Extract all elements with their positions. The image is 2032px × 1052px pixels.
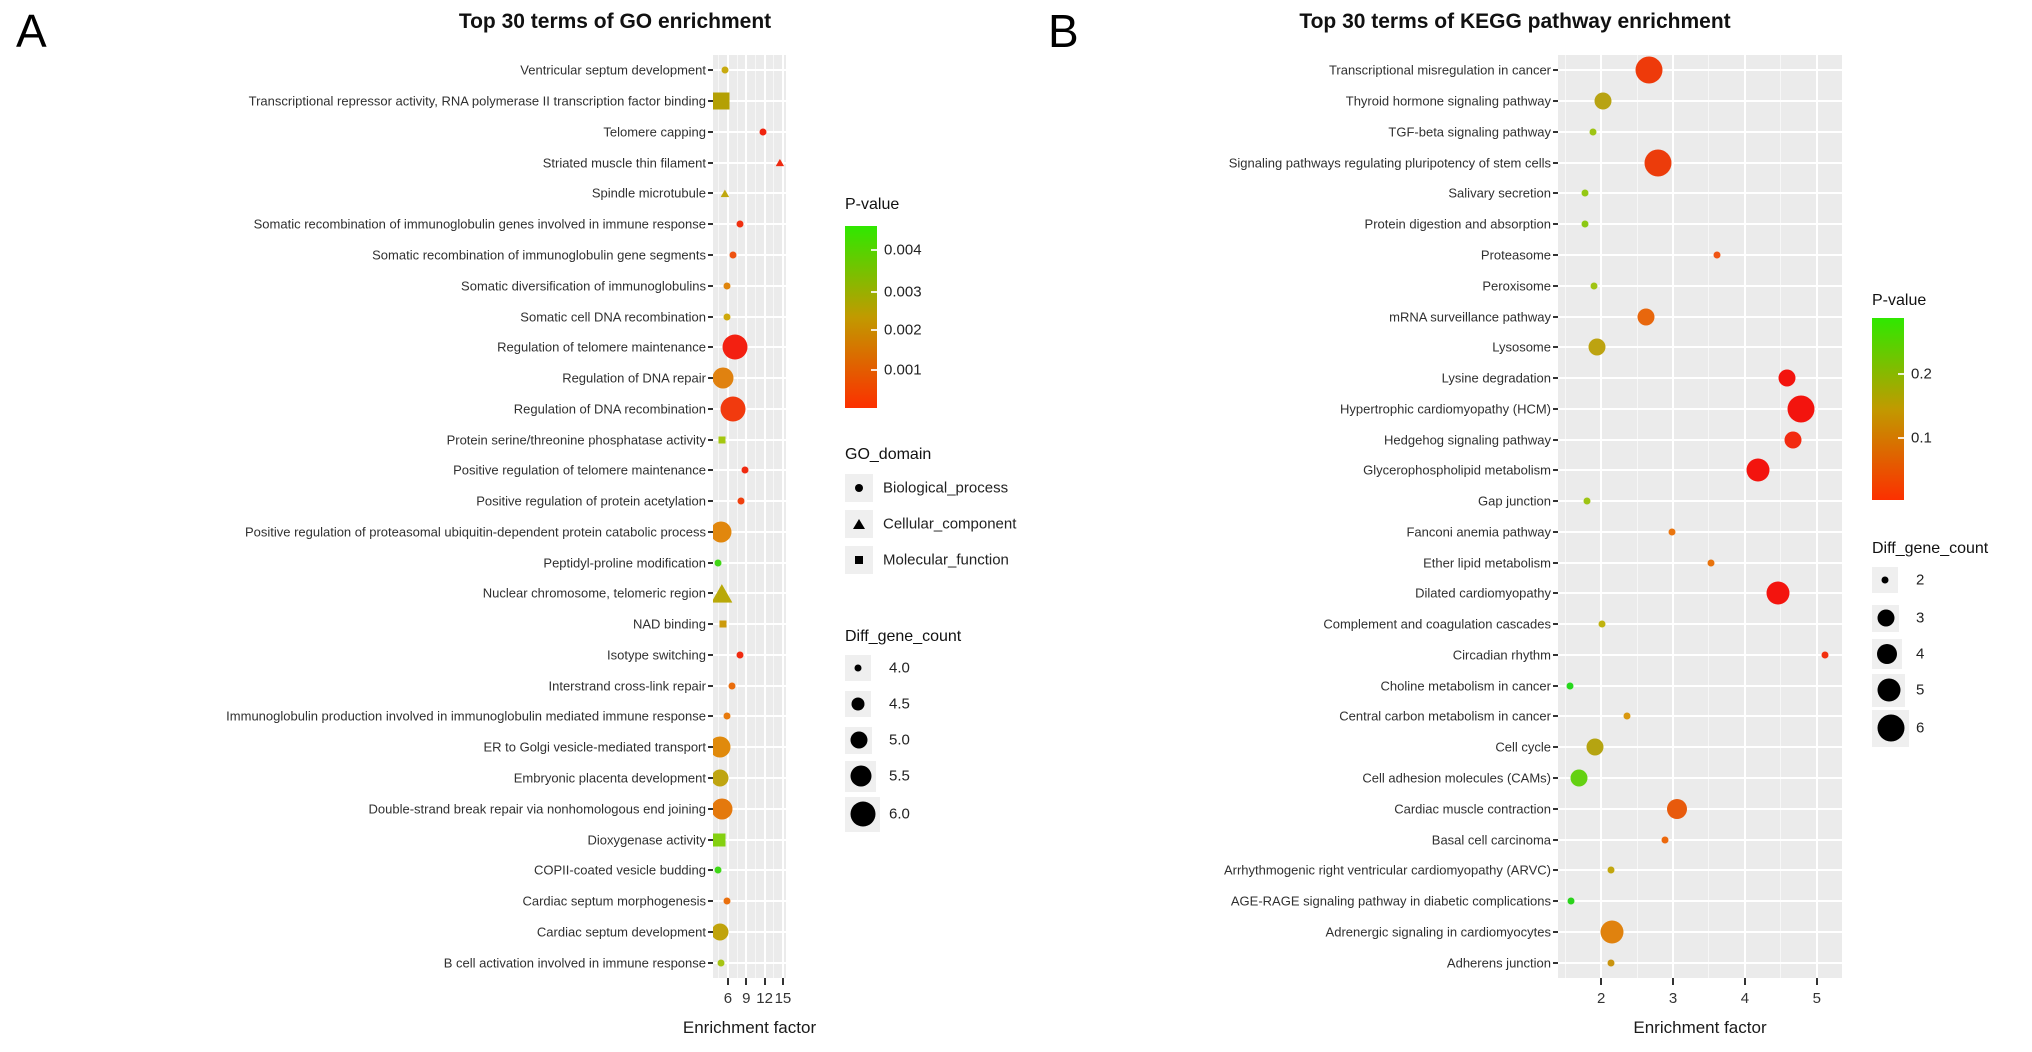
x-axis-tick-label: 9 — [742, 990, 751, 1007]
row-gridline — [1558, 839, 1842, 841]
size-legend-title: Diff_gene_count — [845, 628, 962, 645]
row-gridline — [1558, 777, 1842, 779]
y-axis-tick — [708, 869, 713, 871]
y-axis-label: Hedgehog signaling pathway — [1384, 432, 1551, 448]
circle-shape-key — [855, 484, 863, 492]
x-axis-title: Enrichment factor — [682, 1018, 817, 1037]
data-point — [1644, 149, 1671, 176]
pvalue-gradient-tick — [871, 291, 877, 293]
data-point — [713, 368, 734, 389]
data-point — [723, 313, 730, 320]
y-axis-label: Cardiac septum development — [536, 924, 706, 940]
row-gridline — [1558, 223, 1842, 225]
size-key-dot — [1877, 679, 1900, 702]
y-axis-tick — [708, 316, 713, 318]
data-point — [1600, 920, 1623, 943]
y-axis-label: Dilated cardiomyopathy — [1415, 585, 1551, 601]
pvalue-gradient-tick — [1898, 437, 1904, 439]
domain-legend-title: GO_domain — [845, 446, 932, 463]
data-point — [715, 867, 722, 874]
domain-key-label: Biological_process — [883, 479, 1009, 497]
x-axis-tick-label: 6 — [723, 990, 733, 1007]
data-point — [738, 498, 745, 505]
pvalue-tick-label: 0.004 — [884, 241, 922, 259]
y-axis-tick — [708, 931, 713, 933]
data-point — [1608, 867, 1615, 874]
data-point — [1588, 339, 1605, 356]
data-point — [1567, 682, 1574, 689]
y-axis-label: COPII-coated vesicle budding — [534, 862, 706, 878]
y-axis-label: mRNA surveillance pathway — [1389, 309, 1551, 325]
y-axis-label: Regulation of DNA recombination — [513, 401, 706, 417]
y-axis-tick — [1553, 746, 1558, 748]
data-point — [1584, 498, 1591, 505]
x-axis-tick-label: 2 — [1596, 990, 1606, 1007]
y-axis-tick — [1553, 715, 1558, 717]
y-axis-tick — [1553, 962, 1558, 964]
row-gridline — [1558, 192, 1842, 194]
x-axis-tick — [745, 978, 747, 985]
y-axis-tick — [708, 654, 713, 656]
y-axis-tick — [1553, 316, 1558, 318]
y-axis-tick — [708, 254, 713, 256]
data-point — [742, 467, 749, 474]
data-point — [736, 221, 743, 228]
y-axis-label: B cell activation involved in immune response — [443, 955, 706, 971]
y-axis-tick — [1553, 808, 1558, 810]
data-point — [1708, 559, 1715, 566]
row-gridline — [713, 162, 786, 164]
pvalue-gradient-tick — [871, 329, 877, 331]
y-axis-label: Embryonic placenta development — [513, 770, 706, 786]
y-axis-tick — [708, 839, 713, 841]
y-axis-label: Regulation of DNA repair — [562, 370, 706, 386]
y-axis-label: Isotype switching — [607, 647, 706, 663]
x-axis-tick-label: 3 — [1668, 990, 1678, 1007]
y-axis-tick — [708, 623, 713, 625]
y-axis-label: Somatic recombination of immunoglobulin gene segments — [372, 247, 706, 263]
panel-b-letter: B — [1048, 5, 1079, 57]
y-axis-label: Ether lipid metabolism — [1423, 555, 1551, 571]
data-point — [1822, 651, 1829, 658]
row-gridline — [1558, 531, 1842, 533]
y-axis-tick — [1553, 562, 1558, 564]
y-axis-tick — [1553, 346, 1558, 348]
size-key-dot — [1877, 644, 1897, 664]
data-point — [1570, 770, 1587, 787]
square-shape-key — [855, 556, 863, 564]
data-point — [1586, 739, 1603, 756]
size-key-dot — [1877, 610, 1894, 627]
row-gridline — [713, 685, 786, 687]
y-axis-tick — [708, 408, 713, 410]
size-key-label: 6.0 — [889, 805, 910, 823]
y-axis-tick — [1553, 69, 1558, 71]
panel-b-title: Top 30 terms of KEGG pathway enrichment — [1299, 10, 1731, 33]
x-axis-tick-label: 4 — [1740, 990, 1750, 1007]
data-point — [759, 128, 766, 135]
data-point — [730, 251, 737, 258]
y-axis-label: Adrenergic signaling in cardiomyocytes — [1325, 924, 1551, 940]
y-axis-tick — [1553, 931, 1558, 933]
y-axis-tick — [1553, 223, 1558, 225]
y-axis-tick — [1553, 592, 1558, 594]
y-axis-label: Fanconi anemia pathway — [1406, 524, 1551, 540]
y-axis-label: Ventricular septum development — [520, 62, 706, 78]
y-axis-tick — [708, 346, 713, 348]
row-gridline — [1558, 254, 1842, 256]
y-axis-tick — [708, 685, 713, 687]
y-axis-label: NAD binding — [633, 616, 706, 632]
pvalue-tick-label: 0.001 — [884, 361, 922, 379]
y-axis-tick — [708, 131, 713, 133]
y-axis-tick — [708, 777, 713, 779]
data-point — [1669, 528, 1676, 535]
data-point — [1567, 898, 1574, 905]
size-key-dot — [1877, 715, 1904, 742]
y-axis-tick — [708, 715, 713, 717]
y-axis-tick — [1553, 654, 1558, 656]
y-axis-label: Spindle microtubule — [591, 185, 706, 201]
y-axis-tick — [1553, 839, 1558, 841]
y-axis-label: Transcriptional misregulation in cancer — [1328, 62, 1551, 78]
x-axis-tick — [1600, 978, 1602, 985]
y-axis-label: Adherens junction — [1446, 955, 1551, 971]
data-point — [1788, 395, 1815, 422]
size-key-label: 4.0 — [889, 659, 910, 677]
row-gridline — [1558, 685, 1842, 687]
size-key-label: 5 — [1916, 681, 1925, 699]
y-axis-tick — [708, 746, 713, 748]
data-point — [1598, 621, 1605, 628]
x-axis-tick — [1744, 978, 1746, 985]
pvalue-gradient-tick — [871, 369, 877, 371]
y-axis-tick — [708, 439, 713, 441]
domain-key-label: Cellular_component — [883, 515, 1017, 533]
y-axis-label: Complement and coagulation cascades — [1323, 616, 1551, 632]
size-key-dot — [850, 732, 867, 749]
row-gridline — [1558, 285, 1842, 287]
size-key-label: 2 — [1916, 571, 1925, 589]
data-point — [1636, 57, 1663, 84]
y-axis-label: Nuclear chromosome, telomeric region — [482, 585, 706, 601]
pvalue-tick-label: 0.002 — [884, 321, 922, 339]
y-axis-label: ER to Golgi vesicle-mediated transport — [483, 739, 706, 755]
pvalue-gradient-bar — [845, 226, 877, 408]
y-axis-label: Striated muscle thin filament — [542, 155, 706, 171]
data-point — [724, 898, 731, 905]
y-axis-tick — [1553, 131, 1558, 133]
data-point — [1590, 128, 1597, 135]
y-axis-label: Somatic diversification of immunoglobulins — [461, 278, 706, 294]
row-gridline — [1558, 500, 1842, 502]
x-axis-tick — [764, 978, 766, 985]
y-axis-label: Glycerophospholipid metabolism — [1363, 462, 1551, 478]
y-axis-tick — [708, 562, 713, 564]
data-point — [1582, 190, 1589, 197]
y-axis-label: Cell cycle — [1495, 739, 1551, 755]
data-point — [1667, 799, 1687, 819]
data-point — [1608, 959, 1615, 966]
size-key-dot — [1882, 577, 1889, 584]
y-axis-tick — [708, 469, 713, 471]
y-axis-tick — [708, 100, 713, 102]
pvalue-gradient-bar — [1872, 318, 1904, 500]
size-key-dot — [855, 665, 862, 672]
pvalue-tick-label: 0.1 — [1911, 429, 1932, 447]
data-point — [1624, 713, 1631, 720]
y-axis-tick — [1553, 254, 1558, 256]
data-point — [721, 67, 728, 74]
y-axis-tick — [708, 531, 713, 533]
row-gridline — [713, 562, 786, 564]
y-axis-label: Salivary secretion — [1448, 185, 1551, 201]
data-point — [1594, 93, 1611, 110]
y-axis-label: Dioxygenase activity — [587, 832, 706, 848]
row-gridline — [713, 254, 786, 256]
data-point — [720, 621, 727, 628]
pvalue-tick-label: 0.2 — [1911, 365, 1932, 383]
y-axis-tick — [708, 962, 713, 964]
y-axis-tick — [708, 285, 713, 287]
row-gridline — [1558, 962, 1842, 964]
y-axis-tick — [1553, 192, 1558, 194]
x-axis-tick — [782, 978, 784, 985]
y-axis-label: Proteasome — [1480, 247, 1551, 263]
data-point — [722, 335, 747, 360]
row-gridline — [713, 223, 786, 225]
pvalue-tick-label: 0.003 — [884, 283, 922, 301]
y-axis-tick — [708, 808, 713, 810]
y-axis-label: Somatic cell DNA recombination — [520, 309, 706, 325]
data-point — [1785, 431, 1802, 448]
y-axis-label: Positive regulation of telomere maintenance — [453, 462, 706, 478]
pvalue-gradient-tick — [1898, 373, 1904, 375]
y-axis-label: Regulation of telomere maintenance — [497, 339, 706, 355]
x-axis-tick — [1672, 978, 1674, 985]
y-axis-label: Cardiac septum morphogenesis — [522, 893, 706, 909]
size-legend-title: Diff_gene_count — [1872, 540, 1989, 557]
panel-a-letter: A — [16, 5, 47, 57]
row-gridline — [713, 469, 786, 471]
y-axis-label: Peptidyl-proline modification — [543, 555, 706, 571]
row-gridline — [713, 654, 786, 656]
data-point — [1746, 459, 1769, 482]
pvalue-legend-title: P-value — [1872, 292, 1927, 309]
y-axis-label: Circadian rhythm — [1452, 647, 1551, 663]
data-point — [1581, 221, 1588, 228]
y-axis-label: Basal cell carcinoma — [1431, 832, 1551, 848]
data-point — [1778, 370, 1795, 387]
row-gridline — [713, 869, 786, 871]
data-point — [728, 682, 735, 689]
size-key-dot — [850, 766, 871, 787]
y-axis-tick — [708, 377, 713, 379]
size-key-label: 4 — [1916, 645, 1925, 663]
data-point — [736, 651, 743, 658]
y-axis-tick — [708, 69, 713, 71]
y-axis-label: Hypertrophic cardiomyopathy (HCM) — [1340, 401, 1551, 417]
y-axis-label: Telomere capping — [603, 124, 706, 140]
y-axis-tick — [1553, 377, 1558, 379]
row-gridline — [1558, 469, 1842, 471]
y-axis-label: Transcriptional repressor activity, RNA polymerase II transcription factor binding — [248, 93, 706, 109]
y-axis-label: Lysosome — [1492, 339, 1551, 355]
y-axis-label: Central carbon metabolism in cancer — [1339, 708, 1551, 724]
size-key-label: 3 — [1916, 609, 1925, 627]
data-point — [1662, 836, 1669, 843]
row-gridline — [1558, 654, 1842, 656]
data-point — [715, 559, 722, 566]
data-point — [723, 282, 730, 289]
y-axis-tick — [708, 192, 713, 194]
y-axis-label: Cardiac muscle contraction — [1394, 801, 1551, 817]
y-axis-label: Double-strand break repair via nonhomologous end joining — [368, 801, 706, 817]
domain-key-label: Molecular_function — [883, 551, 1009, 569]
x-axis-title: Enrichment factor — [1633, 1018, 1767, 1037]
size-key-label: 5.0 — [889, 731, 910, 749]
y-axis-label: TGF-beta signaling pathway — [1388, 124, 1551, 140]
x-axis-tick — [727, 978, 729, 985]
row-gridline — [1558, 377, 1842, 379]
y-axis-label: Positive regulation of protein acetylation — [476, 493, 706, 509]
size-key-label: 4.5 — [889, 695, 910, 713]
y-axis-label: Protein digestion and absorption — [1364, 216, 1551, 232]
y-axis-tick — [708, 500, 713, 502]
row-gridline — [713, 131, 786, 133]
data-point — [713, 798, 732, 819]
y-axis-tick — [1553, 100, 1558, 102]
row-gridline — [1558, 869, 1842, 871]
y-axis-label: Positive regulation of proteasomal ubiquitin-dependent protein catabolic process — [244, 524, 706, 540]
data-point — [1767, 582, 1790, 605]
panel-a-title: Top 30 terms of GO enrichment — [458, 10, 772, 33]
y-axis-label: Immunoglobulin production involved in immunoglobulin mediated immune response — [226, 708, 706, 724]
size-key-dot — [852, 698, 865, 711]
data-point — [720, 396, 745, 421]
y-axis-label: Choline metabolism in cancer — [1380, 678, 1551, 694]
data-point — [1590, 282, 1597, 289]
data-point — [717, 959, 724, 966]
x-axis-tick — [1816, 978, 1818, 985]
y-axis-label: Interstrand cross-link repair — [548, 678, 706, 694]
x-axis-tick-label: 12 — [756, 990, 773, 1007]
x-axis-tick-label: 15 — [774, 990, 792, 1007]
data-point — [1637, 308, 1654, 325]
row-gridline — [1558, 162, 1842, 164]
y-axis-tick — [1553, 777, 1558, 779]
y-axis-label: AGE-RAGE signaling pathway in diabetic complications — [1230, 893, 1551, 909]
row-gridline — [1558, 131, 1842, 133]
y-axis-tick — [708, 900, 713, 902]
y-axis-label: Arrhythmogenic right ventricular cardiomyopathy (ARVC) — [1223, 862, 1551, 878]
row-gridline — [713, 500, 786, 502]
data-point — [713, 93, 730, 110]
y-axis-tick — [1553, 162, 1558, 164]
y-axis-tick — [708, 162, 713, 164]
y-axis-label: Thyroid hormone signaling pathway — [1345, 93, 1551, 109]
y-axis-tick — [1553, 623, 1558, 625]
y-axis-label: Signaling pathways regulating pluripotency of stem cells — [1228, 155, 1551, 171]
size-key-label: 6 — [1916, 719, 1925, 737]
size-key-dot — [850, 802, 875, 827]
row-gridline — [1558, 808, 1842, 810]
y-axis-tick — [1553, 439, 1558, 441]
y-axis-label: Gap junction — [1478, 493, 1551, 509]
y-axis-tick — [1553, 408, 1558, 410]
row-gridline — [1558, 715, 1842, 717]
data-point — [713, 833, 725, 846]
y-axis-tick — [1553, 900, 1558, 902]
plot-area — [1558, 55, 1842, 978]
y-axis-label: Peroxisome — [1482, 278, 1551, 294]
y-axis-tick — [708, 223, 713, 225]
y-axis-label: Lysine degradation — [1441, 370, 1551, 386]
y-axis-label: Somatic recombination of immunoglobulin genes involved in immune response — [253, 216, 706, 232]
y-axis-tick — [1553, 285, 1558, 287]
row-gridline — [1558, 316, 1842, 318]
row-gridline — [1558, 900, 1842, 902]
plot-area — [713, 55, 786, 978]
y-axis-tick — [1553, 531, 1558, 533]
row-gridline — [1558, 69, 1842, 71]
x-axis-tick-label: 5 — [1812, 990, 1821, 1007]
y-axis-tick — [1553, 869, 1558, 871]
data-point — [718, 436, 725, 443]
y-axis-tick — [1553, 685, 1558, 687]
row-gridline — [1558, 562, 1842, 564]
y-axis-tick — [1553, 469, 1558, 471]
y-axis-label: Cell adhesion molecules (CAMs) — [1362, 770, 1551, 786]
data-point — [723, 713, 730, 720]
pvalue-gradient-tick — [871, 249, 877, 251]
pvalue-legend-title: P-value — [845, 196, 900, 213]
y-axis-tick — [708, 592, 713, 594]
row-gridline — [1558, 592, 1842, 594]
data-point — [1713, 251, 1720, 258]
size-key-label: 5.5 — [889, 767, 910, 785]
y-axis-label: Protein serine/threonine phosphatase activity — [446, 432, 706, 448]
y-axis-tick — [1553, 500, 1558, 502]
